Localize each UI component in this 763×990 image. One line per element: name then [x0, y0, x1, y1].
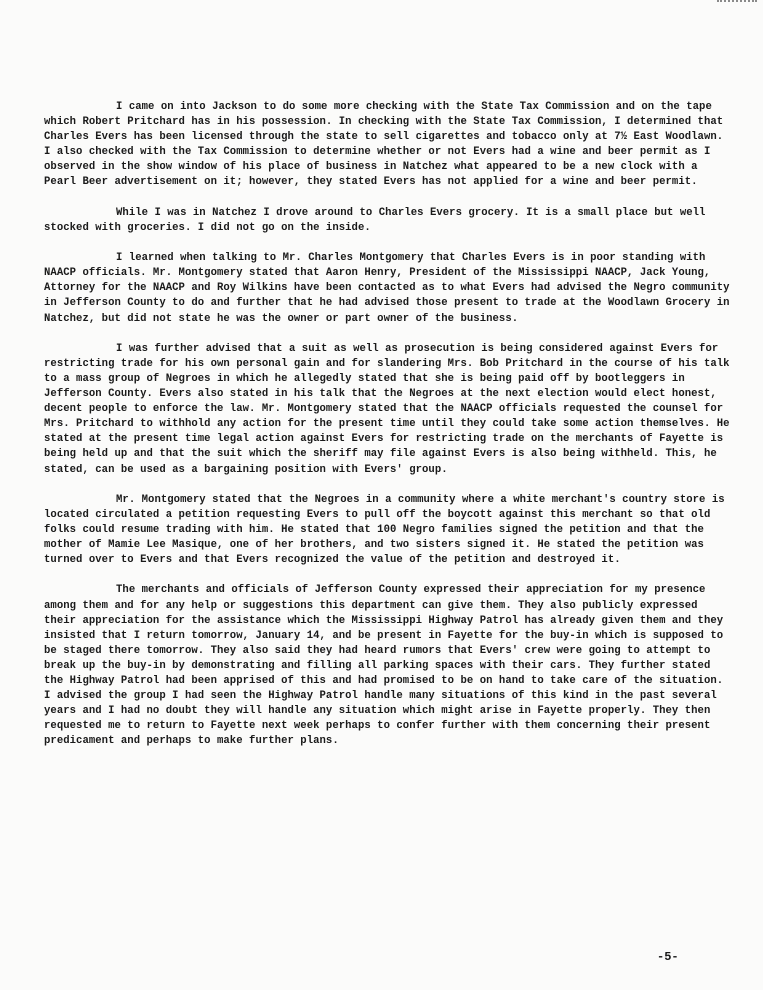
- paragraph-natchez-grocery: While I was in Natchez I drove around to Charles Evers grocery. It is a small place but well stocked with groceries. I did not go on the inside.: [44, 206, 706, 234]
- paragraph-merchants-appreciation: The merchants and officials of Jefferson County expressed their appreciation for my presence among them and for any help or suggestions this department can give them. They also publicly expressed their appreciation for the assistance which the Mississippi Highway Patrol has already given them and they insisted that I return tomorrow, January 14, and be present in Fayette for the buy-in which is supposed to be staged there tomorrow. They also said they had heard rumors that Evers' crew were going to attempt to break up the buy-in by demonstrating and filling all parking spaces with their cars. They further stated the Highway Patrol had been apprised of this and had promised to be on hand to take care of the situation. I advised the group I had seen the Highway Patrol handle many situations of this kind in the past several years and I had no doubt they will handle any situation which might arise in Fayette properly. They then requested me to return to Fayette next week perhaps to confer further with them concerning their present predicament and perhaps to make further plans.: [44, 584, 724, 748]
- page-number: -5-: [657, 950, 679, 964]
- paragraph-petition: Mr. Montgomery stated that the Negroes in a community where a white merchant's country store is located circulated a petition requesting Evers to pull off the boycott against this merchant so that old folks could resume trading with him. He stated that 100 Negro families signed the petition and that the mother of Mamie Lee Masique, one of her brothers, and two sisters signed it. He stated the petition was turned over to Evers and that Evers recognized the value of the petition and destroyed it.: [44, 493, 725, 567]
- paragraph-tax-commission: I came on into Jackson to do some more checking with the State Tax Commission and on the tape which Robert Pritchard has in his possession. In checking with the State Tax Commission, I determined that Charles Evers has been licensed through the state to sell cigarettes and tobacco only at 7½ East Woodlawn. I also checked with the Tax Commission to determine whether or not Evers had a wine and beer permit as I observed in the show window of his place of business in Natchez what appeared to be a new clock with a Pearl Beer advertisement on it; however, they stated Evers has not applied for a wine and beer permit.: [44, 101, 724, 189]
- paragraph-suit-prosecution: I was further advised that a suit as well as prosecution is being considered against Evers for restricting trade for his own personal gain and for slandering Mrs. Bob Pritchard in the course of his talk to a mass group of Negroes in which he allegedly stated that she is being paid off by bootleggers in Jefferson County. Evers also stated in his talk that the Negroes at the next election would elect honest, decent people to enforce the law. Mr. Montgomery stated that the NAACP officials requested the counsel for Mrs. Pritchard to withhold any action for the present time until they could take some action themselves. He stated at the present time legal action against Evers for restricting trade on the merchants of Fayette is being held up and that the suit which the sheriff may file against Evers is also being withheld. This, he stated, can be used as a bargaining position with Evers' group.: [44, 342, 730, 476]
- paragraph-naacp-standing: I learned when talking to Mr. Charles Montgomery that Charles Evers is in poor standing with NAACP officials. Mr. Montgomery stated that Aaron Henry, President of the Mississippi NAACP, Jack Young, Attorney for the NAACP and Roy Wilkins have been contacted as to what Evers had advised the Negro community in Jefferson County to do and further that he had advised those present to trade at the Woodlawn Grocery in Natchez, but did not state he was the owner or part owner of the business.: [44, 252, 730, 325]
- document-body: [44, 100, 734, 765]
- scan-corner-mark: [717, 0, 757, 5]
